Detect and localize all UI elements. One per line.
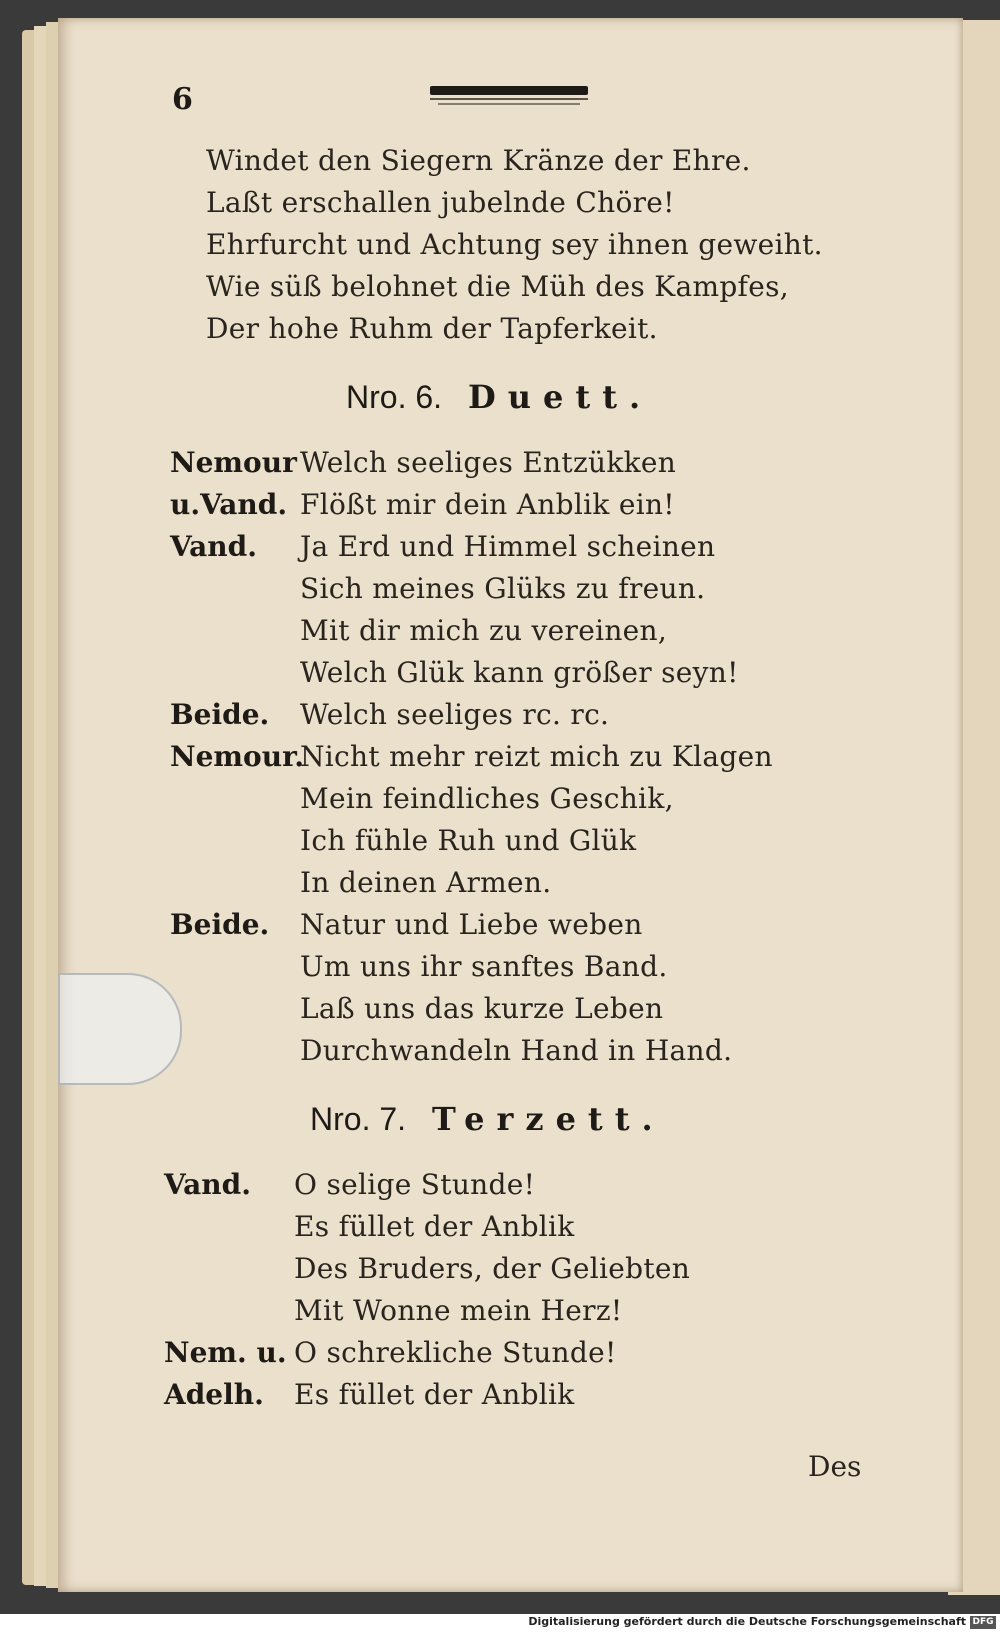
verse-line: Nicht mehr reizt mich zu Klagen — [300, 740, 773, 773]
speaker-label: Vand. — [170, 530, 257, 563]
verse-line: Flößt mir dein Anblik ein! — [300, 488, 675, 521]
heading-number: Nro. 7. — [310, 1101, 407, 1137]
verse-line: Es füllet der Anblik — [294, 1378, 575, 1411]
verse-line: Mit Wonne mein Herz! — [294, 1294, 623, 1327]
page-clip — [58, 973, 182, 1085]
verse-line: O schrekliche Stunde! — [294, 1336, 617, 1369]
section-heading-terzett — [310, 1100, 665, 1138]
page-number: 6 — [172, 82, 193, 117]
dfg-logo: DFG — [970, 1616, 996, 1629]
verse-line: Welch Glük kann größer seyn! — [300, 656, 739, 689]
heading-title: Duett. — [468, 378, 653, 416]
speaker-label: Nemour — [170, 446, 297, 479]
verse-line: Sich meines Glüks zu freun. — [300, 572, 706, 605]
catchword: Des — [808, 1450, 862, 1483]
speaker-label: Adelh. — [164, 1378, 264, 1411]
verse-line: Um uns ihr sanftes Band. — [300, 950, 668, 983]
book-page — [58, 18, 963, 1592]
verse-line: Des Bruders, der Geliebten — [294, 1252, 691, 1285]
footer-credit: Digitalisierung gefördert durch die Deutsche Forschungsgemeinschaft — [528, 1615, 966, 1628]
speaker-label: Beide. — [170, 698, 270, 731]
speaker-label: Nemour. — [170, 740, 304, 773]
intro-line: Wie süß belohnet die Müh des Kampfes, — [206, 270, 789, 303]
header-ornament — [430, 86, 588, 105]
footer-bar — [0, 1614, 1000, 1632]
verse-line: Ich fühle Ruh und Glük — [300, 824, 637, 857]
verse-line: Natur und Liebe weben — [300, 908, 643, 941]
verse-line: O selige Stunde! — [294, 1168, 536, 1201]
heading-number: Nro. 6. — [346, 379, 443, 415]
intro-line: Laßt erschallen jubelnde Chöre! — [206, 186, 675, 219]
section-heading-duett — [346, 378, 652, 416]
verse-line: Es füllet der Anblik — [294, 1210, 575, 1243]
verse-line: Mit dir mich zu vereinen, — [300, 614, 668, 647]
verse-line: Durchwandeln Hand in Hand. — [300, 1034, 733, 1067]
verse-line: Welch seeliges Entzükken — [300, 446, 677, 479]
intro-line: Windet den Siegern Kränze der Ehre. — [206, 144, 751, 177]
verse-line: Ja Erd und Himmel scheinen — [300, 530, 716, 563]
verse-line: Welch seeliges rc. rc. — [300, 698, 610, 731]
intro-line: Der hohe Ruhm der Tapferkeit. — [206, 312, 658, 345]
speaker-label: Nem. u. — [164, 1336, 287, 1369]
heading-title: Terzett. — [432, 1100, 665, 1138]
speaker-label: Vand. — [164, 1168, 251, 1201]
verse-line: In deinen Armen. — [300, 866, 552, 899]
speaker-label: Beide. — [170, 908, 270, 941]
intro-line: Ehrfurcht und Achtung sey ihnen geweiht. — [206, 228, 823, 261]
verse-line: Mein feindliches Geschik, — [300, 782, 674, 815]
verse-line: Laß uns das kurze Leben — [300, 992, 664, 1025]
speaker-label: u.Vand. — [170, 488, 288, 521]
